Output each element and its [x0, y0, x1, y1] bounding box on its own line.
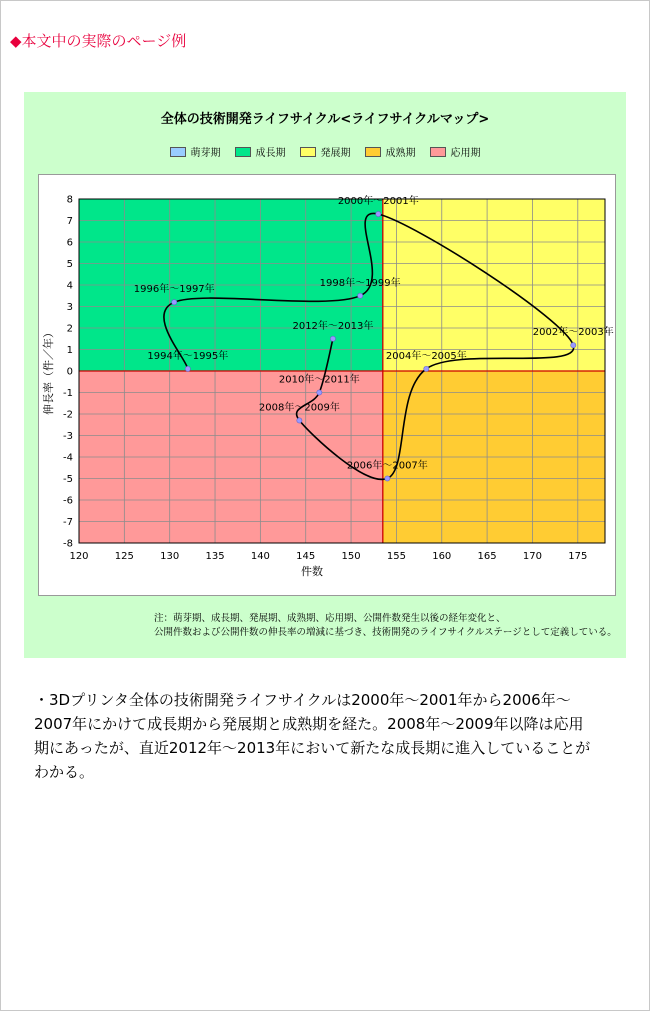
- legend-swatch: [365, 147, 381, 157]
- x-tick-label: 130: [160, 551, 180, 562]
- data-point: [424, 366, 429, 371]
- y-tick-label: 3: [66, 302, 73, 313]
- y-tick-label: -4: [63, 452, 73, 464]
- data-point: [185, 366, 190, 371]
- y-tick-label: 2: [66, 323, 73, 335]
- y-tick-label: -1: [63, 388, 73, 399]
- y-tick-label: 5: [66, 259, 73, 270]
- x-tick-label: 160: [432, 551, 452, 562]
- data-point: [358, 293, 363, 298]
- legend-swatch: [430, 147, 446, 157]
- body-line: ・3Dプリンタ全体の技術開発ライフサイクルは2000年～2001年から2006年～: [34, 691, 571, 709]
- x-tick-label: 120: [69, 551, 89, 562]
- body-line: 期にあったが、直近2012年～2013年において新たな成長期に進入していることが: [34, 739, 591, 757]
- data-label: 2000年～2001年: [337, 196, 419, 208]
- x-tick-label: 155: [386, 551, 406, 562]
- x-tick-label: 135: [205, 551, 225, 562]
- legend-swatch: [235, 147, 251, 157]
- chart-note: [154, 612, 624, 640]
- legend-item-germination: [170, 144, 221, 159]
- data-label: 2006年～2007年: [346, 460, 428, 472]
- y-tick-label: 6: [66, 237, 73, 249]
- legend-label: 応用期: [450, 148, 481, 159]
- data-point: [376, 211, 381, 216]
- chart-legend: [24, 144, 626, 159]
- legend-item-development: [300, 144, 351, 159]
- x-tick-label: 175: [568, 551, 588, 562]
- y-tick-label: 4: [66, 280, 73, 292]
- x-tick-label: 165: [477, 551, 497, 562]
- y-tick-label: 0: [66, 366, 73, 378]
- data-point: [172, 300, 177, 305]
- data-label: 1998年～1999年: [319, 277, 401, 289]
- y-tick-label: 7: [66, 216, 73, 227]
- body-paragraph: [34, 688, 624, 784]
- y-tick-label: -2: [63, 409, 73, 421]
- chart-note-line: 注：萌芽期、成長期、発展期、成熟期、応用期、公開件数発生以後の経年変化と、: [154, 613, 506, 624]
- chart-panel: [24, 92, 626, 658]
- y-tick-label: -3: [63, 431, 73, 442]
- y-axis-label: 伸長率（件／年）: [42, 327, 55, 415]
- data-point: [385, 476, 390, 481]
- data-label: 1996年～1997年: [133, 284, 215, 296]
- data-point: [571, 343, 576, 348]
- y-tick-label: 1: [66, 345, 73, 356]
- chart-note-line: 公開件数および公開件数の伸長率の増減に基づき、技術開発のライフサイクルステージとして定義している。: [154, 627, 617, 638]
- legend-swatch: [170, 147, 186, 157]
- legend-item-growth: [235, 144, 286, 159]
- section-heading: ◆本文中の実際のページ例: [10, 32, 187, 50]
- life-cycle-chart: [39, 175, 615, 595]
- y-tick-label: -6: [63, 495, 73, 507]
- chart-title: 全体の技術開発ライフサイクル<ライフサイクルマップ>: [160, 112, 490, 127]
- data-label: 2012年～2013年: [292, 320, 374, 332]
- legend-label: 成熟期: [385, 148, 416, 159]
- data-label: 2010年～2011年: [278, 374, 360, 386]
- x-tick-label: 150: [341, 551, 361, 562]
- legend-swatch: [300, 147, 316, 157]
- x-tick-label: 145: [296, 551, 316, 562]
- x-tick-label: 140: [250, 551, 270, 562]
- data-label: 1994年～1995年: [147, 350, 229, 362]
- legend-label: 成長期: [255, 148, 286, 159]
- plot-area: [38, 174, 616, 596]
- y-tick-label: -5: [63, 474, 73, 485]
- y-tick-label: -8: [63, 538, 73, 550]
- body-line: 2007年にかけて成長期から発展期と成熟期を経た。2008年～2009年以降は応用: [34, 715, 584, 733]
- data-point: [297, 418, 302, 423]
- x-axis-label: 件数: [301, 565, 323, 578]
- data-point: [330, 336, 335, 341]
- data-point: [317, 390, 322, 395]
- legend-label: 発展期: [320, 148, 351, 159]
- x-tick-label: 170: [522, 551, 542, 562]
- legend-item-maturity: [365, 144, 416, 159]
- body-line: わかる。: [34, 763, 95, 781]
- y-tick-label: 8: [66, 194, 73, 206]
- y-tick-label: -7: [63, 517, 73, 528]
- data-label: 2004年～2005年: [385, 350, 467, 362]
- legend-item-application: [430, 144, 481, 159]
- data-label: 2002年～2003年: [532, 327, 614, 339]
- data-label: 2008年～2009年: [258, 402, 340, 414]
- x-tick-label: 125: [114, 551, 134, 562]
- legend-label: 萌芽期: [190, 148, 221, 159]
